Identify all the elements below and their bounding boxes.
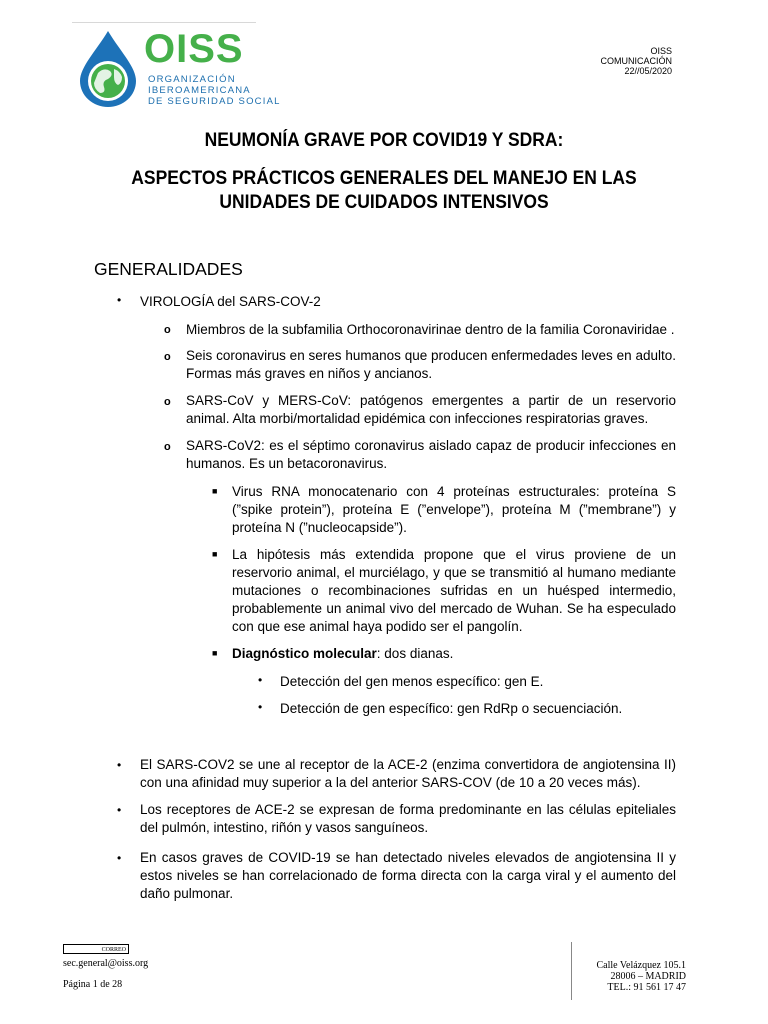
- address-line: TEL.: 91 561 17 47: [607, 982, 686, 993]
- address-line: Calle Velázquez 105.1: [596, 960, 686, 971]
- bullet-text: Los receptores de ACE-2 se expresan de forma predominante en las células epiteliales del pulmón, intestino, riñón y vasos sanguíneos.: [140, 802, 676, 835]
- sub-item: SARS-CoV2: es el séptimo coronavirus aislado capaz de producir infecciones en humanos. Es un betacoronavirus.: [186, 438, 676, 471]
- bullet-icon: •: [117, 293, 122, 307]
- header-date: 22//05/2020: [624, 66, 672, 76]
- circle-bullet-icon: o: [164, 441, 171, 453]
- bullet-text: El SARS-COV2 se une al receptor de la ACE-2 (enzima convertidora de angiotensina II) con una afinidad muy superior a la del anterior SARS-COV (de 10 a 20 veces más).: [140, 757, 676, 790]
- detail-item: [232, 645, 676, 663]
- square-bullet-icon: ■: [212, 648, 218, 658]
- diana-item: Detección de gen específico: gen RdRp o secuenciación.: [280, 701, 623, 716]
- bullet-icon: •: [258, 700, 263, 714]
- footer-address: [596, 960, 686, 993]
- bullet-text: En casos graves de COVID-19 se han detectado niveles elevados de angiotensina II y estos niveles se han correlacionado de forma directa con la carga viral y el aumento del daño pulmonar.: [140, 850, 676, 901]
- bullet-text: VIROLOGÍA del SARS-COV-2: [140, 294, 321, 309]
- subtitle-line: UNIDADES DE CUIDADOS INTENSIVOS: [219, 192, 549, 213]
- bullet-icon: •: [117, 851, 122, 865]
- detail-item: Virus RNA monocatenario con 4 proteínas estructurales: proteína S (”spike protein”), proteína E (”envelope”), proteína M (”membrane”) y proteína N (”nucleocapside”).: [232, 484, 676, 535]
- detail-item-rest: : dos dianas.: [376, 646, 454, 661]
- sub-item: SARS-CoV y MERS-CoV: patógenos emergentes a partir de un reservorio animal. Alta morbi/mortalidad epidémica con infecciones respiratorias graves.: [186, 393, 676, 426]
- bullet-icon: •: [258, 673, 263, 687]
- circle-bullet-icon: o: [164, 324, 171, 336]
- logo-subtitle-line: IBEROAMERICANA: [148, 85, 251, 96]
- square-bullet-icon: ■: [212, 486, 218, 496]
- diana-item: Detección del gen menos específico: gen E.: [280, 674, 544, 689]
- header-info: [601, 46, 673, 76]
- section-heading: GENERALIDADES: [94, 259, 243, 279]
- logo-wordmark: OISS: [144, 27, 244, 71]
- logo-subtitle-line: DE SEGURIDAD SOCIAL: [148, 96, 281, 107]
- document-title: NEUMONÍA GRAVE POR COVID19 Y SDRA:: [204, 130, 564, 151]
- circle-bullet-icon: o: [164, 396, 171, 408]
- footer-email[interactable]: sec.general@oiss.org: [63, 958, 149, 969]
- mail-label-box: CORREO: [63, 944, 129, 954]
- logo-subtitle-line: ORGANIZACIÓN: [148, 74, 236, 85]
- globe-drop-icon: [76, 29, 140, 109]
- detail-item: La hipótesis más extendida propone que el virus proviene de un reservorio animal, el murciélago, y que se transmitió al humano mediante mutaciones o recombinaciones sufridas en un huésped intermedio, probablemente un animal vivo del mercado de Wuhan. Se ha especulado con que ese animal haya podido ser el pangolín.: [232, 547, 676, 634]
- oiss-logo: [72, 22, 281, 111]
- sub-item: Miembros de la subfamilia Orthocoronavirinae dentro de la familia Coronaviridae .: [186, 322, 675, 337]
- bullet-icon: •: [117, 758, 122, 772]
- address-line: 28006 – MADRID: [610, 971, 686, 982]
- bullet-icon: •: [117, 803, 122, 817]
- detail-item-bold: Diagnóstico molecular: [232, 646, 377, 661]
- subtitle-line: ASPECTOS PRÁCTICOS GENERALES DEL MANEJO EN LAS: [131, 168, 637, 189]
- square-bullet-icon: ■: [212, 549, 218, 559]
- footer-divider: [571, 942, 572, 1000]
- sub-item: Seis coronavirus en seres humanos que producen enfermedades leves en adulto. Formas más graves en niños y ancianos.: [186, 348, 676, 381]
- logo-subtitle: [148, 74, 281, 107]
- document-subtitle: [31, 167, 738, 215]
- header-org: OISS: [650, 46, 672, 56]
- page-number: Página 1 de 28: [63, 979, 123, 990]
- circle-bullet-icon: o: [164, 351, 171, 363]
- header-dept: COMUNICACIÓN: [600, 56, 672, 66]
